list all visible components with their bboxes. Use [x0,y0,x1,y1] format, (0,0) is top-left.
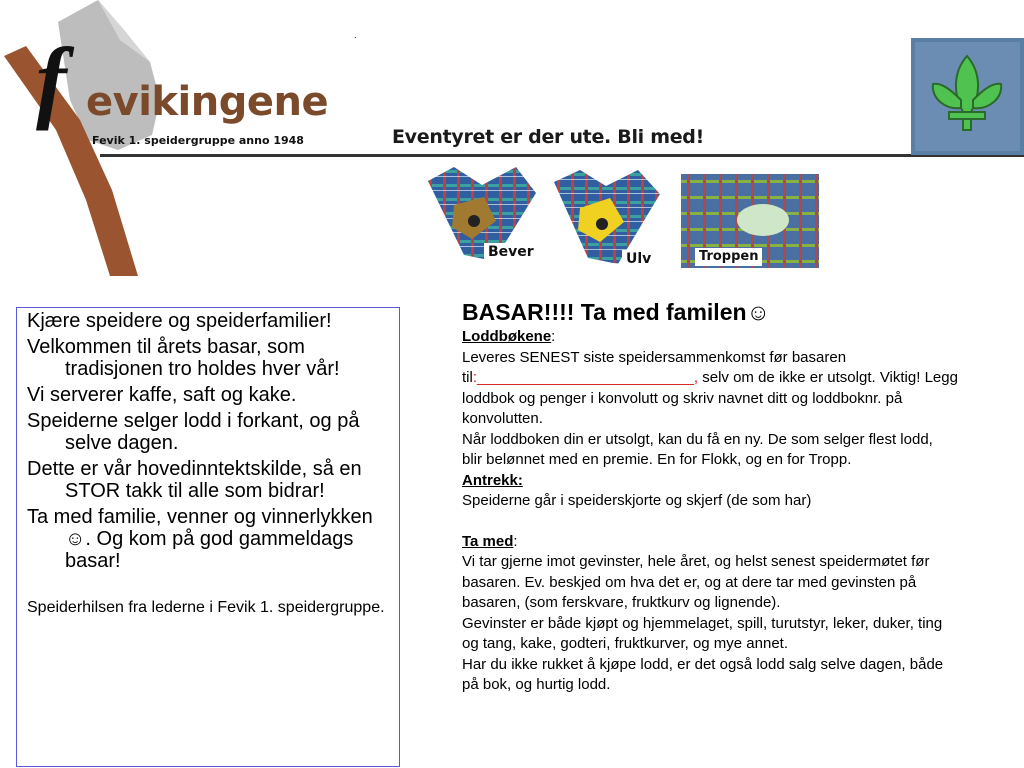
welcome-paragraph: Vi serverer kaffe, saft og kake. [27,384,297,406]
loddbokene-line: blir belønnet med en premie. En for Flokk, og en for Tropp. [462,451,852,468]
header-divider [100,154,1024,157]
tamed-line: Har du ikke rukket å kjøpe lodd, er det også lodd salg selve dagen, både [462,655,944,673]
til-text: til [462,369,473,386]
loddbokene-line: Leveres SENEST siste speidersammenkomst før basaren [462,348,847,366]
antrekk-heading: Antrekk: [462,471,523,489]
tamed-heading: Ta med [462,532,514,550]
slogan: Eventyret er der ute. Bli med! [392,126,704,148]
fleur-de-lis-icon [911,38,1024,155]
scarf-label-bever: Bever [484,243,538,261]
welcome-paragraph: Ta med familie, venner og vinnerlykken ☺. Og kom på god gammeldags basar! [27,506,373,572]
fill-in-blank: :__________________________, [472,369,699,386]
loddbokene-line: konvolutten. [462,410,543,427]
scarf-label-ulv: Ulv [622,250,655,268]
logo-letter: f [36,29,67,131]
basar-title: BASAR!!!! Ta med familen☺ [462,299,771,325]
header-dot: . [354,30,357,41]
welcome-paragraph: Speiderne selger lodd i forkant, og på selve dagen. [27,410,360,454]
colon: : [513,532,518,550]
logo-subtitle: Fevik 1. speidergruppe anno 1948 [92,134,304,147]
tamed-line: basaren. Ev. beskjed om hva det er, og at dere tar med gevinsten på [462,573,917,591]
fevikingene-logo [0,0,329,280]
spacer [462,512,1018,532]
logo-word: evikingene [86,79,329,125]
welcome-paragraph: Kjære speidere og speiderfamilier! [27,310,332,332]
scarf-label-troppen: Troppen [695,248,762,266]
scarf-troppen [681,174,819,268]
loddbokene-heading: Loddbøkene [462,328,552,345]
welcome-paragraph: Velkommen til årets basar, som tradisjonen tro holdes hver vår! [27,336,340,380]
antrekk-text: Speiderne går i speiderskjorte og skjerf (de som har) [462,492,812,509]
scarf-ulv [552,168,662,268]
basar-info [462,297,1018,696]
welcome-textbox [16,307,400,767]
tamed-line: og tang, kake, godteri, fruktkurver, og mye annet. [462,635,789,652]
signoff-text: Speiderhilsen fra lederne i Fevik 1. speidergruppe. [27,599,385,616]
scout-emblem [911,38,1024,155]
scarf-bever [424,165,540,265]
tamed-line: basaren, (som ferskvare, fruktkurv og lignende). [462,594,781,611]
tamed-line: på bok, og hurtig lodd. [462,676,611,693]
tamed-line: Gevinster er både kjøpt og hjemmelaget, spill, turutstyr, leker, duker, ting [462,614,943,632]
tamed-line: Vi tar gjerne imot gevinster, hele året, og helst senest speidermøtet før [462,553,930,570]
welcome-paragraph: Dette er vår hovedinntektskilde, så en STOR takk til alle som bidrar! [27,458,362,502]
loddbokene-line [462,368,1018,389]
colon: : [551,328,556,345]
loddbokene-line: loddbok og penger i konvolutt og skriv navnet ditt og loddboknr. på [462,389,903,407]
loddbokene-line: Når loddboken din er utsolgt, kan du få en ny. De som selger flest lodd, [462,430,933,448]
loddbokene-continuation: selv om de ikke er utsolgt. Viktig! Legg [698,369,958,386]
